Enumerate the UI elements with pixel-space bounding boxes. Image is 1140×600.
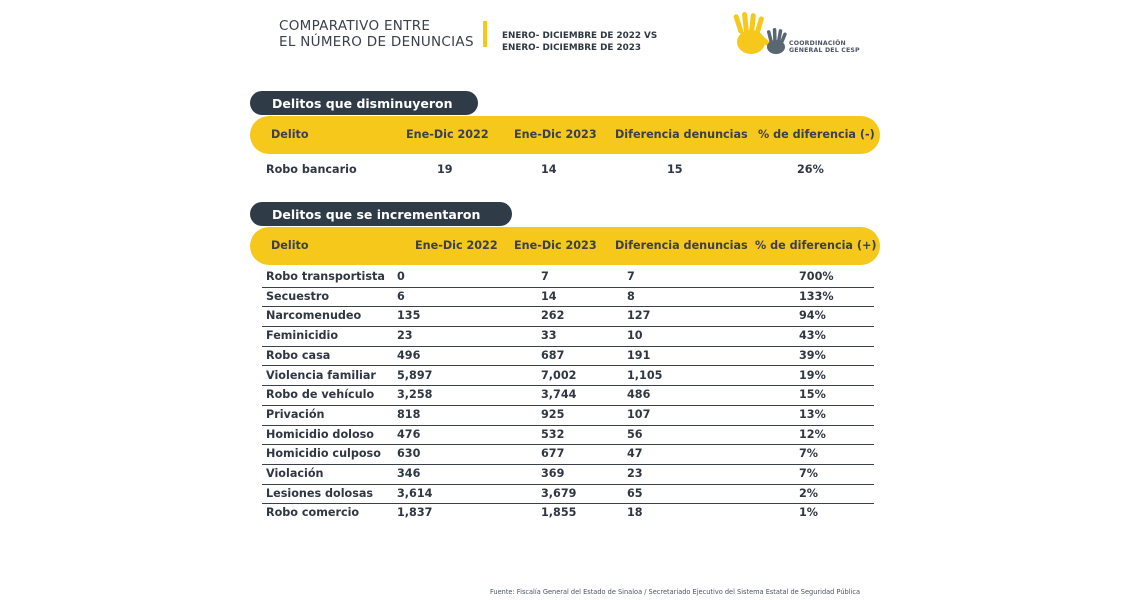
cell-porcentaje: 94% (799, 309, 826, 323)
column-header: % de diferencia (-) (758, 128, 875, 141)
cell-porcentaje: 19% (799, 368, 826, 382)
table-row (262, 386, 874, 406)
cell-delito: Robo bancario (266, 163, 357, 176)
cell-2023: 7,002 (541, 368, 577, 382)
table-row (262, 327, 874, 347)
table-row (262, 504, 874, 524)
cell-2022: 3,614 (397, 486, 433, 500)
logo-text (789, 40, 860, 54)
cell-diferencia: 7 (627, 270, 635, 283)
cell-porcentaje: 7% (799, 447, 818, 461)
cell-delito: Privación (266, 407, 325, 421)
table-row (262, 347, 874, 367)
cell-delito: Robo transportista (266, 270, 385, 283)
cell-porcentaje: 15% (799, 388, 826, 402)
table-row (262, 406, 874, 426)
source-footnote: Fuente: Fiscalía General del Estado de Sinaloa / Secretariado Ejecutivo del Sistema Estatal de Seguridad Pública (490, 588, 861, 596)
column-header: Diferencia denuncias (615, 128, 748, 141)
cell-porcentaje: 1% (799, 506, 818, 520)
table-row (262, 268, 874, 288)
cell-2023: 532 (541, 427, 565, 441)
cell-2023: 14 (541, 163, 557, 176)
cell-diferencia: 127 (627, 309, 651, 323)
cell-2023: 925 (541, 407, 565, 421)
cell-porcentaje: 13% (799, 407, 826, 421)
cell-porcentaje: 26% (797, 163, 824, 176)
logo-line-2: GENERAL DEL CESP (789, 47, 860, 54)
cell-delito: Violencia familiar (266, 368, 376, 382)
cell-2022: 6 (397, 289, 405, 303)
table-header-decreased (250, 116, 880, 154)
column-header: % de diferencia (+) (755, 239, 877, 252)
table-row (262, 445, 874, 465)
table-row (262, 465, 874, 485)
cell-diferencia: 18 (627, 506, 643, 520)
cell-porcentaje: 39% (799, 348, 826, 362)
header-divider (483, 21, 487, 47)
table-row (262, 307, 874, 327)
cell-delito: Secuestro (266, 289, 330, 303)
cell-porcentaje: 700% (799, 270, 834, 283)
table-row (262, 485, 874, 505)
cell-2022: 630 (397, 447, 421, 461)
cell-2022: 23 (397, 329, 413, 343)
table-row (262, 367, 874, 387)
section-label-increased: Delitos que se incrementaron (250, 202, 512, 226)
cell-2022: 496 (397, 348, 421, 362)
cell-2022: 0 (397, 270, 405, 283)
cell-diferencia: 23 (627, 467, 643, 480)
cell-porcentaje: 43% (799, 329, 826, 343)
cell-2023: 14 (541, 289, 557, 303)
subtitle-line-2: ENERO- DICIEMBRE DE 2023 (502, 43, 641, 53)
column-header: Ene-Dic 2022 (415, 239, 498, 252)
cell-2023: 677 (541, 447, 565, 461)
period-subtitle (502, 30, 657, 54)
cell-delito: Robo comercio (266, 506, 360, 520)
cell-porcentaje: 12% (799, 427, 826, 441)
table-header-increased (250, 227, 880, 265)
column-header: Delito (271, 239, 309, 252)
cell-delito: Violación (266, 467, 324, 480)
cell-porcentaje: 133% (799, 289, 834, 303)
cell-diferencia: 65 (627, 486, 643, 500)
cell-delito: Feminicidio (266, 329, 339, 343)
cell-delito: Robo casa (266, 348, 331, 362)
cell-diferencia: 1,105 (627, 368, 663, 382)
table-row (262, 288, 874, 308)
cell-2023: 1,855 (541, 506, 577, 520)
cell-2022: 135 (397, 309, 421, 323)
cell-2023: 262 (541, 309, 565, 323)
cell-2023: 3,744 (541, 388, 577, 402)
subtitle-line-1: ENERO- DICIEMBRE DE 2022 VS (502, 31, 658, 41)
cell-delito: Narcomenudeo (266, 309, 362, 323)
cell-diferencia: 15 (667, 163, 683, 176)
cell-2022: 19 (437, 163, 453, 176)
logo-line-1: COORDINACIÓN (789, 40, 846, 47)
cell-delito: Robo de vehículo (266, 388, 375, 402)
column-header: Delito (271, 128, 309, 141)
cell-porcentaje: 2% (799, 486, 818, 500)
column-header: Ene-Dic 2022 (406, 128, 489, 141)
cell-delito: Homicidio culposo (266, 447, 381, 461)
cell-2023: 369 (541, 467, 565, 480)
page-title (279, 18, 474, 50)
cell-2023: 7 (541, 270, 549, 283)
cell-delito: Homicidio doloso (266, 427, 374, 441)
cell-porcentaje: 7% (799, 467, 818, 480)
cell-2023: 3,679 (541, 486, 577, 500)
cell-2022: 818 (397, 407, 421, 421)
title-line-2: EL NÚMERO DE DENUNCIAS (279, 34, 474, 50)
cell-2022: 346 (397, 467, 421, 480)
cell-delito: Lesiones dolosas (266, 486, 374, 500)
cell-diferencia: 107 (627, 407, 651, 421)
cell-diferencia: 486 (627, 388, 651, 402)
cell-2023: 687 (541, 348, 565, 362)
cell-2023: 33 (541, 329, 557, 343)
cell-diferencia: 56 (627, 427, 643, 441)
table-row (262, 426, 874, 446)
cell-2022: 5,897 (397, 368, 433, 382)
cell-diferencia: 47 (627, 447, 643, 461)
section-label-decreased: Delitos que disminuyeron (250, 91, 478, 115)
cell-2022: 476 (397, 427, 421, 441)
cell-diferencia: 10 (627, 329, 643, 343)
column-header: Ene-Dic 2023 (514, 239, 597, 252)
cell-diferencia: 8 (627, 289, 635, 303)
title-line-1: COMPARATIVO ENTRE (279, 18, 431, 34)
cell-2022: 1,837 (397, 506, 433, 520)
column-header: Diferencia denuncias (615, 239, 748, 252)
column-header: Ene-Dic 2023 (514, 128, 597, 141)
cell-diferencia: 191 (627, 348, 651, 362)
cell-2022: 3,258 (397, 388, 433, 402)
